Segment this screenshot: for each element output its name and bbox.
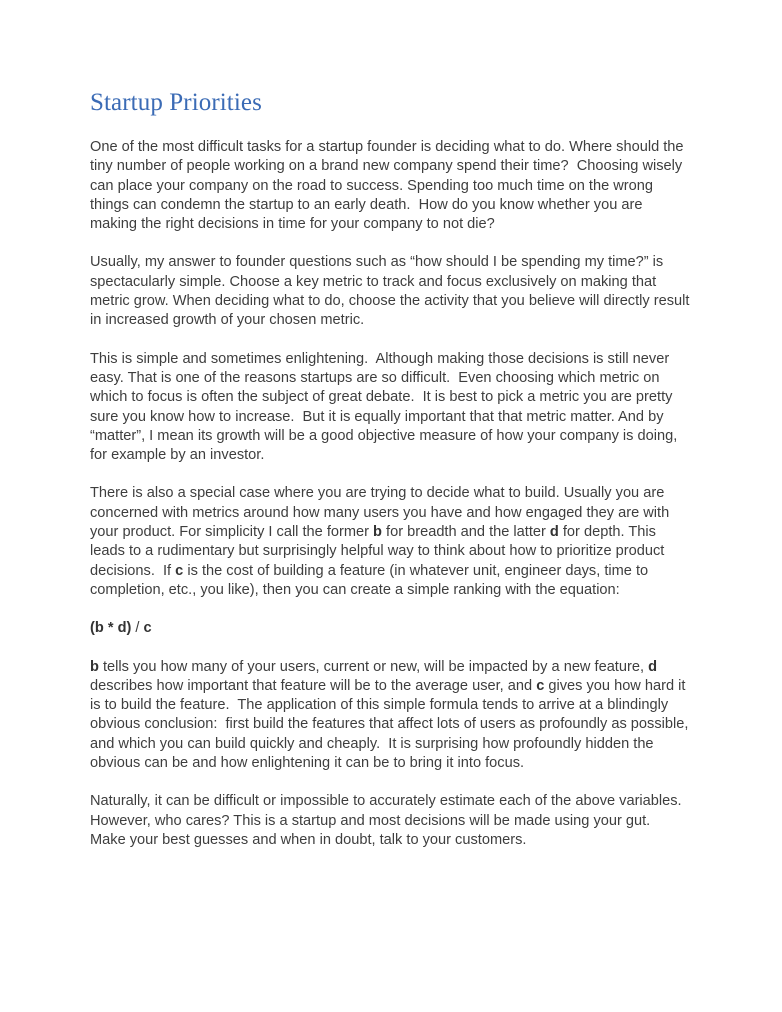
- variable-c-explained: c: [536, 677, 545, 694]
- document-body: [90, 88, 694, 869]
- variable-b-explained: b: [90, 658, 99, 675]
- p5-segment-1: tells you how many of your users, current or new, will be impacted by a new feature,: [98, 658, 649, 675]
- variable-d: d: [549, 524, 559, 541]
- paragraph-formula-explanation: [90, 658, 693, 774]
- p4-segment-1: There is also a special case where you are trying to decide what to build. Usually you are concerned with metrics around how many users you have and how engaged they are with your product. For simplicity I call the former: [90, 485, 674, 541]
- variable-b: b: [373, 524, 382, 541]
- formula-numerator: (b * d): [90, 620, 132, 637]
- p4-segment-3: for depth. This leads to a rudimentary but surprisingly helpful way to think about how to prioritize product decisions. If: [90, 524, 669, 579]
- p5-segment-3: gives you how hard it is to build the feature. The application of this simple formula tends to arrive at a blindingly obvious conclusion: first build the features that affect lots of users as profoundly as possible, and which you can build quickly and cheaply. It is surprising how profoundly hidden the obvious can be and how enlightening it can be to bring it into focus.: [90, 677, 693, 772]
- variable-d-explained: d: [648, 658, 657, 675]
- formula-denominator: c: [143, 620, 152, 637]
- paragraph-intro: One of the most difficult tasks for a startup founder is deciding what to do. Where should the tiny number of people working on a brand new company spend their time? Choosing wisely can place your company on the road to success. Spending too much time on the wrong things can condemn the startup to an early death. How do you know whether you are making the right decisions in time for your company to not die?: [90, 139, 688, 233]
- p4-segment-4: is the cost of building a feature (in whatever unit, engineer days, time to completion, etc., you like), then you can create a simple ranking with the equation:: [90, 562, 653, 598]
- p5-segment-2: describes how important that feature will be to the average user, and: [90, 658, 662, 694]
- paragraph-breadth-depth-cost: [90, 484, 690, 600]
- paragraph-conclusion: Naturally, it can be difficult or impossible to accurately estimate each of the above variables. However, who cares? This is a startup and most decisions will be made using your gut. Make your best guesses and when in doubt, talk to your customers.: [90, 793, 686, 848]
- page-title: Startup Priorities: [90, 89, 262, 116]
- formula-line: [90, 619, 690, 638]
- paragraph-key-metric: Usually, my answer to founder questions such as “how should I be spending my time?” is spectacularly simple. Choose a key metric to track and focus exclusively on making that metric grow. When deciding what to do, choose the activity that you believe will directly result in increased growth of your chosen metric.: [90, 254, 694, 329]
- variable-c: c: [175, 562, 184, 579]
- paragraph-metric-matters: This is simple and sometimes enlightening. Although making those decisions is still never easy. That is one of the reasons startups are so difficult. Even choosing which metric on which to focus is often the subject of great debate. It is best to pick a metric you are pretty sure you know how to increase. But it is equally important that that metric matter. And by “matter”, I mean its growth will be a good objective measure of how your company is doing, for example by an investor.: [90, 350, 682, 464]
- formula-divide-operator: /: [131, 620, 144, 637]
- p4-segment-2: for breadth and the latter: [381, 524, 550, 541]
